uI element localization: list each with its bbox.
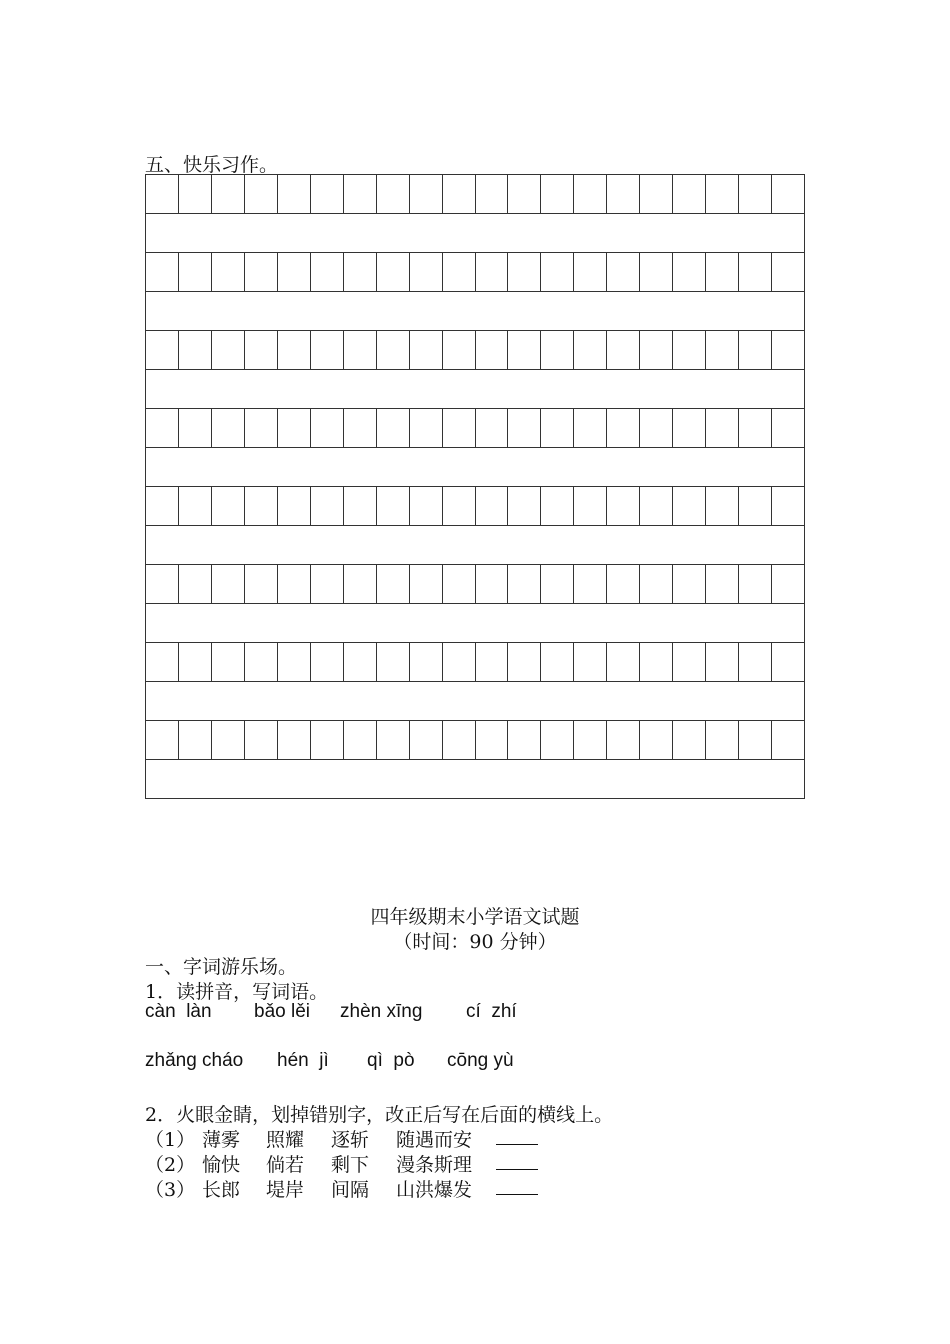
grid-cell[interactable] [277,564,310,604]
word: 漫条斯理 [396,1154,473,1176]
grid-cell[interactable] [771,486,805,526]
grid-cell[interactable] [211,564,244,604]
grid-cell[interactable] [376,564,409,604]
grid-cell[interactable] [573,564,606,604]
grid-cell[interactable] [409,486,442,526]
grid-cell[interactable] [442,642,475,682]
grid-spacer-row [145,447,805,487]
grid-cell[interactable] [343,174,376,214]
grid-cell[interactable] [277,720,310,760]
grid-cell[interactable] [639,408,672,448]
part-one-heading: 一、字词游乐场。 [145,956,298,978]
grid-cell[interactable] [771,720,805,760]
grid-cell[interactable] [244,720,277,760]
grid-cell[interactable] [705,330,738,370]
grid-cell[interactable] [442,174,475,214]
grid-cell[interactable] [573,252,606,292]
grid-cell[interactable] [343,564,376,604]
grid-cell[interactable] [705,174,738,214]
grid-cell[interactable] [771,642,805,682]
grid-cell[interactable] [507,408,540,448]
grid-cell[interactable] [738,408,771,448]
grid-cell[interactable] [277,252,310,292]
grid-spacer-row [145,681,805,721]
grid-cell[interactable] [771,564,805,604]
grid-cell[interactable] [244,564,277,604]
grid-cell[interactable] [178,642,211,682]
grid-cell[interactable] [343,408,376,448]
grid-cell[interactable] [672,408,705,448]
word: 长郎 [202,1179,241,1201]
grid-cell[interactable] [145,486,178,526]
word: 倘若 [266,1154,305,1176]
grid-cell[interactable] [442,408,475,448]
word: 随遇而安 [396,1129,473,1151]
grid-cell[interactable] [606,564,639,604]
question-one-label: 1．读拼音，写词语。 [145,981,329,1003]
grid-spacer-row [145,291,805,331]
grid-cell[interactable] [343,252,376,292]
grid-cell[interactable] [639,174,672,214]
grid-cell[interactable] [178,564,211,604]
grid-cell[interactable] [376,486,409,526]
grid-cell[interactable] [277,174,310,214]
grid-cell[interactable] [145,720,178,760]
grid-cell[interactable] [507,252,540,292]
grid-cell[interactable] [310,642,343,682]
grid-cell[interactable] [145,174,178,214]
exam-time-note: （时间：90 分钟） [393,931,557,953]
grid-cell[interactable] [540,564,573,604]
grid-cell[interactable] [672,252,705,292]
pinyin-word: bǎo lěi [254,1001,310,1022]
answer-blank[interactable] [496,1178,538,1195]
grid-cell[interactable] [211,642,244,682]
grid-cell-row [145,252,805,291]
grid-cell[interactable] [178,720,211,760]
grid-cell[interactable] [343,486,376,526]
grid-cell-row [145,486,805,525]
grid-cell[interactable] [244,642,277,682]
grid-cell[interactable] [178,174,211,214]
grid-cell[interactable] [639,330,672,370]
grid-cell[interactable] [409,408,442,448]
grid-cell[interactable] [606,408,639,448]
grid-cell[interactable] [376,642,409,682]
word: 薄雾 [202,1129,241,1151]
grid-cell[interactable] [606,330,639,370]
grid-cell[interactable] [573,486,606,526]
grid-cell[interactable] [409,642,442,682]
grid-cell[interactable] [771,174,805,214]
grid-cell[interactable] [475,252,508,292]
word: 照耀 [266,1129,305,1151]
grid-cell[interactable] [507,330,540,370]
grid-cell[interactable] [244,252,277,292]
grid-cell[interactable] [573,174,606,214]
grid-cell[interactable] [705,486,738,526]
grid-cell-row [145,564,805,603]
grid-cell[interactable] [705,408,738,448]
grid-cell[interactable] [211,720,244,760]
grid-cell[interactable] [540,330,573,370]
grid-cell[interactable] [211,330,244,370]
pinyin-word: càn làn [145,1001,212,1022]
grid-cell[interactable] [507,486,540,526]
grid-cell[interactable] [672,174,705,214]
grid-cell[interactable] [178,330,211,370]
grid-cell[interactable] [442,720,475,760]
grid-spacer-row [145,603,805,643]
grid-cell[interactable] [310,486,343,526]
grid-cell[interactable] [705,252,738,292]
grid-cell-row [145,720,805,759]
grid-cell[interactable] [573,330,606,370]
grid-cell[interactable] [540,720,573,760]
grid-cell[interactable] [672,720,705,760]
grid-cell[interactable] [244,174,277,214]
word: 山洪爆发 [396,1179,473,1201]
item-number: （2） [145,1154,196,1176]
grid-cell[interactable] [738,330,771,370]
grid-cell[interactable] [409,174,442,214]
grid-cell[interactable] [178,486,211,526]
grid-cell[interactable] [540,408,573,448]
grid-cell[interactable] [475,564,508,604]
grid-cell[interactable] [211,486,244,526]
question-two-label: 2．火眼金睛，划掉错别字，改正后写在后面的横线上。 [145,1104,614,1126]
grid-cell[interactable] [310,330,343,370]
grid-cell[interactable] [771,330,805,370]
word: 逐斩 [331,1129,370,1151]
grid-cell[interactable] [639,252,672,292]
grid-cell[interactable] [310,174,343,214]
grid-spacer-row [145,525,805,565]
grid-cell[interactable] [738,252,771,292]
grid-cell[interactable] [310,408,343,448]
grid-cell[interactable] [573,408,606,448]
grid-cell[interactable] [475,174,508,214]
grid-cell[interactable] [540,486,573,526]
grid-cell[interactable] [475,642,508,682]
grid-cell[interactable] [442,330,475,370]
grid-cell[interactable] [540,252,573,292]
grid-cell[interactable] [376,174,409,214]
grid-cell[interactable] [639,486,672,526]
grid-cell[interactable] [738,486,771,526]
word: 间隔 [331,1179,370,1201]
grid-cell[interactable] [310,252,343,292]
word: 愉快 [202,1154,241,1176]
word: 剩下 [331,1154,370,1176]
grid-cell[interactable] [705,720,738,760]
grid-cell[interactable] [343,720,376,760]
grid-cell-row [145,330,805,369]
grid-cell[interactable] [343,642,376,682]
answer-blank[interactable] [496,1128,538,1145]
grid-cell[interactable] [376,408,409,448]
grid-cell[interactable] [277,642,310,682]
grid-cell-row [145,408,805,447]
grid-cell[interactable] [310,564,343,604]
grid-cell[interactable] [606,252,639,292]
grid-cell[interactable] [606,486,639,526]
grid-cell[interactable] [705,642,738,682]
grid-cell[interactable] [705,564,738,604]
grid-cell[interactable] [178,408,211,448]
grid-cell[interactable] [475,408,508,448]
grid-cell[interactable] [573,642,606,682]
grid-cell[interactable] [507,642,540,682]
grid-cell[interactable] [639,564,672,604]
grid-cell[interactable] [771,408,805,448]
grid-cell[interactable] [606,720,639,760]
grid-cell[interactable] [211,174,244,214]
grid-cell[interactable] [442,252,475,292]
grid-cell[interactable] [442,564,475,604]
grid-cell[interactable] [573,720,606,760]
grid-cell[interactable] [540,642,573,682]
pinyin-word: qì pò [367,1050,415,1071]
grid-cell[interactable] [277,408,310,448]
grid-cell[interactable] [771,252,805,292]
grid-cell[interactable] [244,330,277,370]
grid-cell[interactable] [409,720,442,760]
grid-cell[interactable] [639,720,672,760]
grid-cell[interactable] [507,720,540,760]
grid-spacer-row [145,369,805,409]
answer-blank[interactable] [496,1153,538,1170]
grid-cell[interactable] [672,330,705,370]
grid-cell[interactable] [738,642,771,682]
grid-spacer-row [145,213,805,253]
grid-cell[interactable] [277,330,310,370]
grid-cell[interactable] [475,720,508,760]
grid-cell[interactable] [343,330,376,370]
composition-grid[interactable] [145,174,805,800]
grid-cell[interactable] [606,642,639,682]
item-number: （3） [145,1179,196,1201]
grid-cell[interactable] [145,408,178,448]
grid-cell[interactable] [475,330,508,370]
grid-cell[interactable] [310,720,343,760]
grid-cell[interactable] [738,564,771,604]
grid-cell[interactable] [178,252,211,292]
grid-cell[interactable] [672,642,705,682]
grid-cell[interactable] [475,486,508,526]
grid-cell[interactable] [244,408,277,448]
grid-cell[interactable] [672,486,705,526]
grid-cell[interactable] [376,330,409,370]
grid-cell[interactable] [409,330,442,370]
grid-cell[interactable] [145,564,178,604]
grid-cell[interactable] [672,564,705,604]
exam-title: 四年级期末小学语文试题 [370,906,580,928]
pinyin-word: hén jì [277,1050,329,1071]
grid-cell[interactable] [442,486,475,526]
grid-cell[interactable] [540,174,573,214]
pinyin-word: zhèn xīng [340,1001,423,1022]
grid-cell[interactable] [376,720,409,760]
grid-cell[interactable] [738,174,771,214]
grid-cell[interactable] [409,564,442,604]
grid-cell[interactable] [507,564,540,604]
grid-cell[interactable] [211,408,244,448]
grid-cell[interactable] [738,720,771,760]
grid-cell[interactable] [145,252,178,292]
pinyin-word: cōng yù [447,1050,514,1071]
grid-cell[interactable] [145,330,178,370]
grid-cell[interactable] [639,642,672,682]
word: 堤岸 [266,1179,305,1201]
grid-cell[interactable] [606,174,639,214]
grid-cell-row [145,642,805,681]
grid-cell[interactable] [244,486,277,526]
grid-spacer-row [145,759,805,799]
grid-cell[interactable] [211,252,244,292]
pinyin-word: cí zhí [466,1001,517,1022]
grid-cell[interactable] [145,642,178,682]
grid-cell[interactable] [376,252,409,292]
item-number: （1） [145,1129,196,1151]
section-five-heading: 五、快乐习作。 [145,154,279,176]
grid-cell-row [145,174,805,213]
grid-cell[interactable] [507,174,540,214]
grid-cell[interactable] [277,486,310,526]
grid-cell[interactable] [409,252,442,292]
pinyin-word: zhǎng cháo [145,1050,244,1071]
